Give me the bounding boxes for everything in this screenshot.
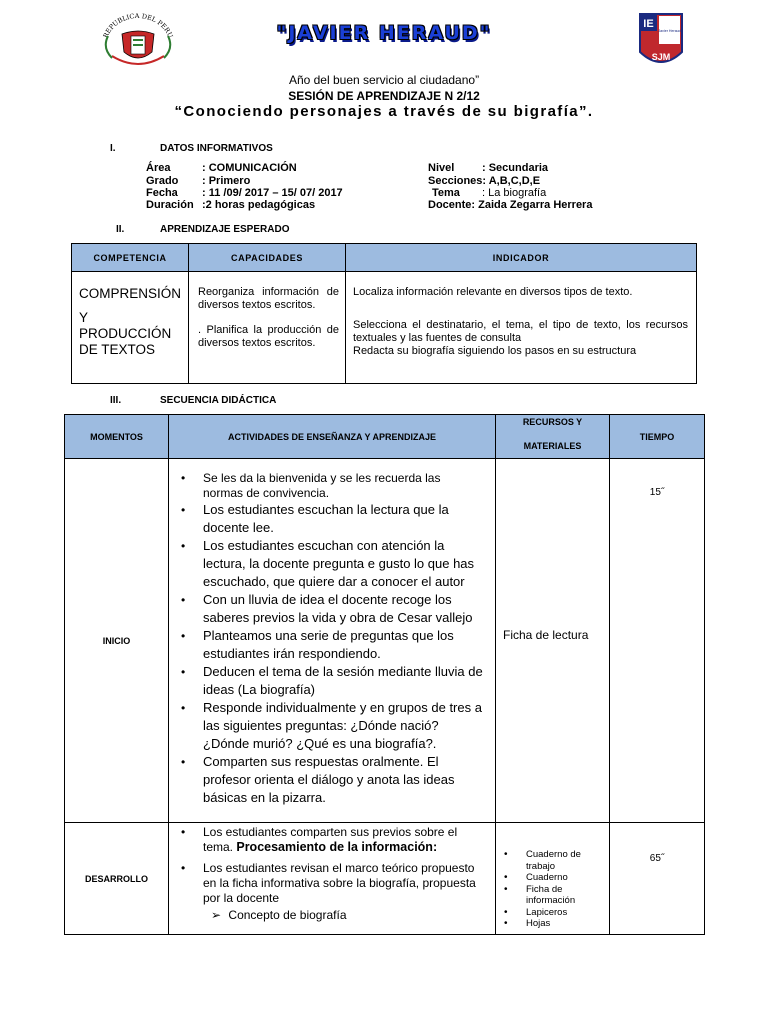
capacidades-cell: Reorganiza información de diversos textos escritos. . Planifica la producción de diversos textos escritos.: [189, 272, 346, 384]
indicador-cell: Localiza información relevante en diversos tipos de texto. Selecciona el destinatario, el tema, el tipo de texto, los recursos textuales y las fuentes de consulta Redacta su biografía siguiendo los pasos en su estructura: [346, 272, 697, 384]
header-indicador: INDICADOR: [346, 244, 697, 272]
header-momentos: MOMENTOS: [65, 415, 169, 459]
info-area: Área : COMUNICACIÓN: [146, 162, 297, 174]
list-item: • Cuaderno: [496, 872, 605, 884]
school-shield-logo: [638, 12, 684, 72]
list-item: • Se les da la bienvenida y se les recuerda las normas de convivencia.: [173, 471, 483, 501]
list-item: • Los estudiantes revisan el marco teórico propuesto en la ficha informativa sobre la biografía, propuesta por la docente: [173, 861, 483, 906]
concept-subitem: ➢ Concepto de biografía: [211, 908, 347, 922]
info-docente: Docente: Zaida Zegarra Herrera: [428, 199, 593, 211]
momento-desarrollo: DESARROLLO: [65, 823, 169, 935]
info-tema: Tema : La biografía: [432, 187, 547, 199]
section-1-title: DATOS INFORMATIVOS: [160, 143, 273, 154]
header-recursos: RECURSOS Y MATERIALES: [496, 415, 610, 459]
list-item: • Responde individualmente y en grupos de tres a las siguientes preguntas: ¿Dónde nació? ¿Dónde murió? ¿Qué es una biografía?.: [173, 699, 483, 753]
list-item: • Deducen el tema de la sesión mediante lluvia de ideas (La biografía): [173, 663, 483, 699]
header-tiempo: TIEMPO: [610, 415, 705, 459]
momento-inicio: INICIO: [65, 459, 169, 823]
section-1-number: I.: [110, 143, 116, 154]
info-duracion: Duración :2 horas pedagógicas: [146, 199, 316, 211]
list-item: • Los estudiantes escuchan con atención la lectura, la docente pregunta e gusto lo que has escuchado, que quiere dar a conocer el autor: [173, 537, 483, 591]
section-3-number: III.: [110, 395, 122, 406]
info-fecha: Fecha : 11 /09/ 2017 – 15/ 07/ 2017: [146, 187, 343, 199]
section-2-number: II.: [116, 224, 125, 235]
list-item: • Comparten sus respuestas oralmente. El profesor orienta el diálogo y anota las ideas básicas en la pizarra.: [173, 753, 483, 807]
header-competencia: COMPETENCIA: [72, 244, 189, 272]
list-item: • Lapiceros: [496, 907, 605, 919]
section-2-title: APRENDIZAJE ESPERADO: [160, 224, 290, 235]
year-motto: Año del buen servicio al ciudadano”: [288, 73, 480, 87]
svg-text:SJM: SJM: [651, 52, 671, 62]
list-item: • Planteamos una serie de preguntas que los estudiantes irán respondiendo.: [173, 627, 483, 663]
section-3-title: SECUENCIA DIDÁCTICA: [160, 395, 277, 406]
list-item: • Cuaderno de trabajo: [496, 849, 605, 872]
svg-text:Javier Heraud: Javier Heraud: [658, 29, 681, 33]
didactic-sequence-table: [64, 414, 705, 935]
list-item: • Ficha de información: [496, 884, 605, 907]
tiempo-desarrollo: 65˝: [610, 823, 705, 935]
list-item: • Hojas: [496, 918, 605, 930]
svg-text:IE: IE: [643, 18, 654, 30]
session-number: SESIÓN DE APRENDIZAJE N 2/12: [288, 89, 480, 103]
info-grado: Grado : Primero: [146, 175, 251, 187]
svg-text:REPUBLICA DEL PERU: REPUBLICA DEL PERU: [101, 12, 175, 40]
actividades-inicio: [169, 459, 496, 823]
learning-table: [71, 243, 697, 384]
arrow-icon: ➢: [211, 908, 222, 922]
info-nivel: Nivel : Secundaria: [428, 162, 549, 174]
recursos-desarrollo: [496, 823, 610, 935]
competencia-cell: COMPRENSIÓN Y PRODUCCIÓN DE TEXTOS: [72, 272, 189, 384]
list-item: • Los estudiantes comparten sus previos sobre el tema. Procesamiento de la información:: [173, 825, 483, 855]
tiempo-inicio: 15˝: [610, 459, 705, 823]
list-item: • Con un lluvia de idea el docente recoge los saberes previos la vida y obra de Cesar vallejo: [173, 591, 483, 627]
header-actividades: ACTIVIDADES DE ENSEÑANZA Y APRENDIZAJE: [169, 415, 496, 459]
school-name-banner: "JAVIER HERAUD": [276, 22, 492, 44]
recursos-inicio: Ficha de lectura: [496, 459, 610, 823]
actividades-desarrollo: [169, 823, 496, 935]
info-secciones: Secciones: A,B,C,D,E: [428, 175, 541, 187]
session-title: “Conociendo personajes a través de su bigrafía”.: [174, 103, 594, 120]
header-capacidades: CAPACIDADES: [189, 244, 346, 272]
list-item: • Los estudiantes escuchan la lectura que la docente lee.: [173, 501, 483, 537]
